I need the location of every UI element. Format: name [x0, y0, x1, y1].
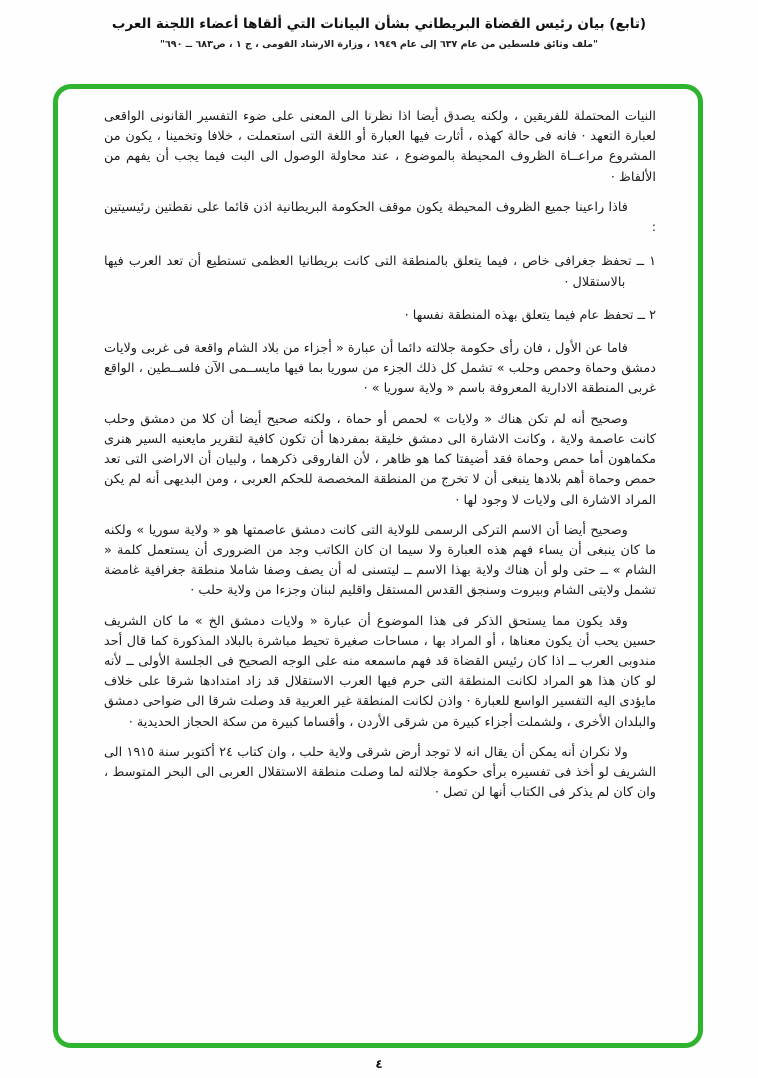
body-paragraph: وصحيح أيضا أن الاسم التركى الرسمى للولاية التى كانت دمشق عاصمتها هو « ولاية سوريا » ولكنه ما كان ينبغى أن يساء فهم هذه العبارة ولا سيما ان كان الكاتب وجد من الضرورى أن يستعمل كلمة « الشام » ــ حتى ولو أن هناك ولاية بهذا الاسم ــ ليتسنى له أن يصف وصفا شاملا منطقة جغرافية غامضة تشمل ولايتى الشام وبيروت وسنجق القدس المستقل واقليم لبنان وجزءا من ولاية حلب ·	[104, 522, 656, 599]
numbered-list-item-1: ١ ــ تحفظ جغرافى خاص ، فيما يتعلق بالمنطقة التى كانت بريطانيا العظمى تستطيع أن تعد العرب فيها بالاستقلال ·	[104, 254, 656, 290]
body-paragraph-continuation: النيات المحتملة للفريقين ، ولكنه يصدق أيضا اذا نظرنا الى المعنى على ضوء التفسير القانونى الواقعى لعبارة التعهد · فانه فى حالة كهذه ، أثارت فيها العبارة أو اللغة التى استعملت ، خلافا وتخمينا ، يكون من المشروع مراعــاة الظروف المحيطة بالموضوع ، عند محاولة الوصول الى البت فيما يجب أن يفهم من الألفاظ ·	[104, 109, 656, 185]
body-paragraph: وصحيح أنه لم تكن هناك « ولايات » لحمص أو حماة ، ولكنه صحيح أيضا أن كلا من دمشق وحلب كانت عاصمة ولاية ، وكانت الاشارة الى دمشق خليقة بمفردها أن تكون كافية لتقرير مايعنيه السير هنرى مكماهون أما حمص وحماة فقد أضيفتا كما هو ظاهر ، لأن الفاروقى ذكرهما ، ولبيان أن الاراضى التى تعد حمص وحماة أهم بلادها ينبغى أن لا تخرج من المنطقة المخصصة للحكم العربى ، ومن البديهى أنه لم يكن المراد الاشارة الى ولايات لا وجود لها ·	[104, 411, 656, 508]
document-header	[0, 0, 758, 50]
page-footer	[0, 1053, 758, 1072]
body-paragraph: فاما عن الأول ، فان رأى حكومة جلالته دائما أن عبارة « أجزاء من بلاد الشام واقعة فى غربى ولايات دمشق وحماة وحمص وحلب » تشمل كل ذلك الجزء من سوريا بما فيها مايســمى الآن فلســطين ، الواقع غربى المنطقة الادارية المعروفة باسم « ولاية سوريا » ·	[104, 340, 656, 397]
green-content-frame	[53, 84, 703, 1048]
document-body	[58, 89, 698, 1043]
numbered-list-item-2: ٢ ــ تحفظ عام فيما يتعلق بهذه المنطقة نفسها ·	[404, 307, 656, 323]
body-paragraph: فاذا راعينا جميع الظروف المحيطة يكون موقف الحكومة البريطانية اذن قائما على نقطتين رئيسيتين :	[104, 199, 656, 236]
document-title: (تابع) بيان رئيس القضاة البريطاني بشأن البيانات التي ألقاها أعضاء اللجنة العرب	[111, 16, 647, 32]
document-source-citation: "ملف وثائق فلسطين من عام ٦٣٧ إلى عام ١٩٤٩ ، وزارة الارشاد القومى ، ج ١ ، ص٦٨٣ ــ ٦٩٠"	[160, 39, 598, 50]
body-paragraph: وقد يكون مما يستحق الذكر فى هذا الموضوع أن عبارة « ولايات دمشق الخ » ما كان الشريف حسين يحب أن يكون معناها ، أو المراد بها ، مساحات صغيرة تحيط مباشرة بالبلاد المذكورة كما قال أحد مندوبى العرب ــ اذا كان رئيس القضاة قد فهم ماسمعه منه على الوجه الصحيح فى الجلسة الأولى ــ لأنه لو كان هذا هو المراد لكانت المنطقة التى حرم فيها العرب الاستقلال قد زاد امتدادها شرقا على خلاف مايؤدى اليه التفسير الواسع للعبارة · واذن لكانت المنطقة غير العربية قد وصلت شرقا الى ضواحى دمشق والبلدان الأخرى ، ولشملت أجزاء كبيرة من شرقى الأردن ، وأقساما كبيرة من سكة الحجاز الحديدية ·	[103, 613, 656, 730]
page-number: ٤	[375, 1057, 383, 1071]
body-paragraph: ولا نكران أنه يمكن أن يقال انه لا توجد أرض شرقى ولاية حلب ، وان كتاب ٢٤ أكتوبر سنة ١٩١٥ الى الشريف لو أخذ فى تفسيره برأى حكومة جلالته لما وصلت منطقة الاستقلال العربى الى البحر المتوسط ، وان كان لم يذكر فى الكتاب أنها لن تصل ·	[104, 744, 656, 801]
